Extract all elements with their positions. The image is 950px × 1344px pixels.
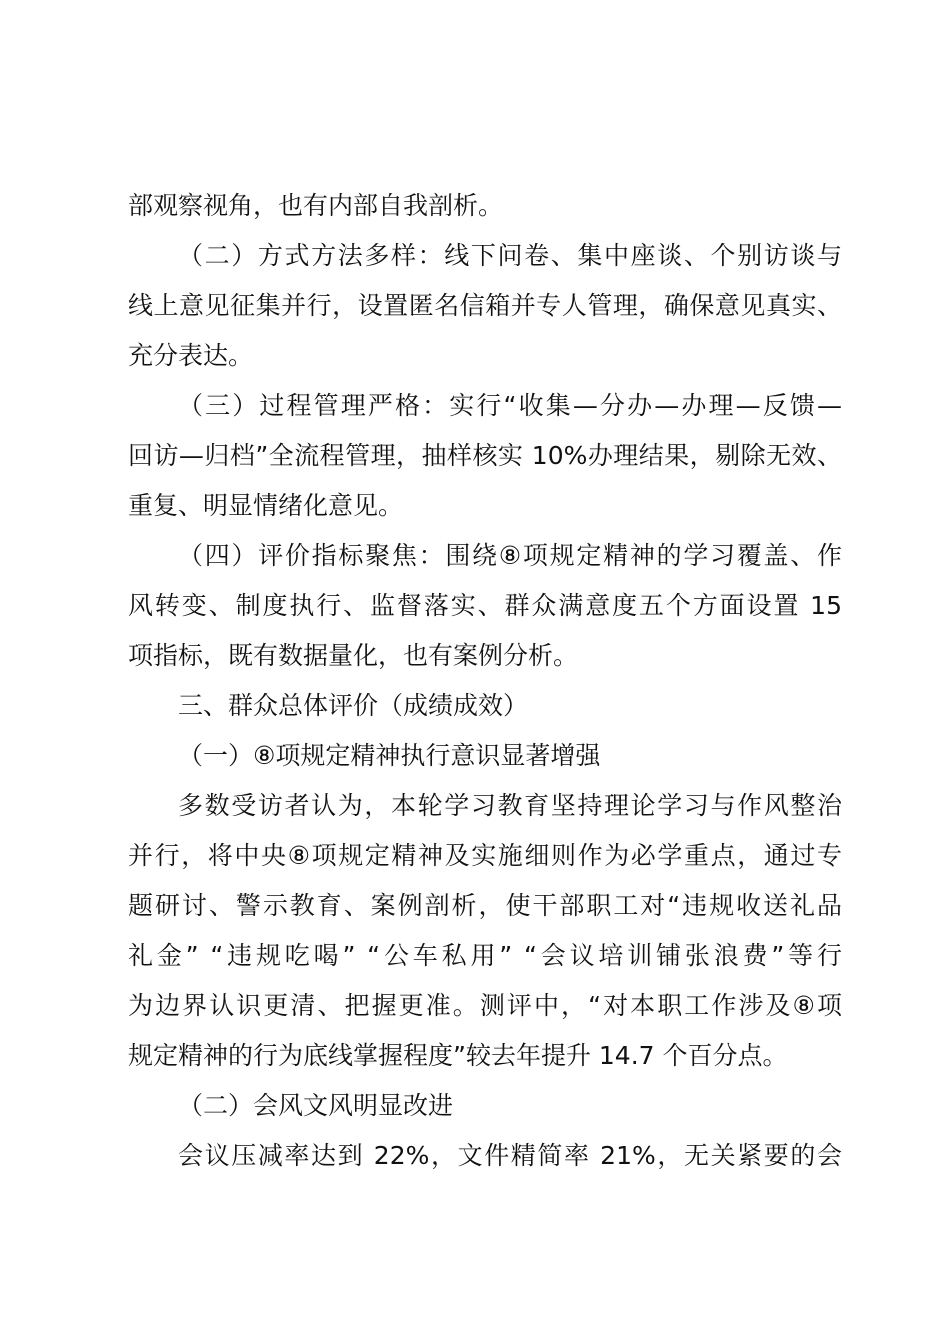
subsection-heading: （二）会风文风明显改进 [178,1091,454,1120]
text-line: （三）过程管理严格：实行“收集—分办—办理—反馈— [178,391,842,420]
subsection-heading: （一）⑧项规定精神执行意识显著增强 [178,741,601,770]
text-line: 回访—归档”全流程管理，抽样核实 10%办理结果，剔除无效、 [128,441,842,470]
text-line: 为边界认识更清、把握更准。测评中，“对本职工作涉及⑧项 [128,991,842,1020]
text-line: 项指标，既有数据量化，也有案例分析。 [128,641,579,670]
text-line: 并行，将中央⑧项规定精神及实施细则作为必学重点，通过专 [128,841,842,870]
text-line: 部观察视角，也有内部自我剖析。 [128,191,504,220]
text-line: 礼金” “违规吃喝” “公车私用” “会议培训铺张浪费”等行 [128,941,842,970]
text-line: 规定精神的行为底线掌握程度”较去年提升 14.7 个百分点。 [128,1041,788,1070]
text-line: 重复、明显情绪化意见。 [128,491,404,520]
text-line: 充分表达。 [128,341,254,370]
section-heading: 三、群众总体评价（成绩成效） [178,691,529,720]
text-line: 风转变、制度执行、监督落实、群众满意度五个方面设置 15 [128,591,842,620]
text-line: （二）方式方法多样：线下问卷、集中座谈、个别访谈与 [178,241,842,270]
text-line: （四）评价指标聚焦：围绕⑧项规定精神的学习覆盖、作 [178,541,842,570]
text-line: 多数受访者认为，本轮学习教育坚持理论学习与作风整治 [178,791,842,820]
text-line: 线上意见征集并行，设置匿名信箱并专人管理，确保意见真实、 [128,291,842,320]
text-line: 题研讨、警示教育、案例剖析，使干部职工对“违规收送礼品 [128,891,842,920]
text-line: 会议压减率达到 22%，文件精简率 21%，无关紧要的会 [178,1141,842,1170]
